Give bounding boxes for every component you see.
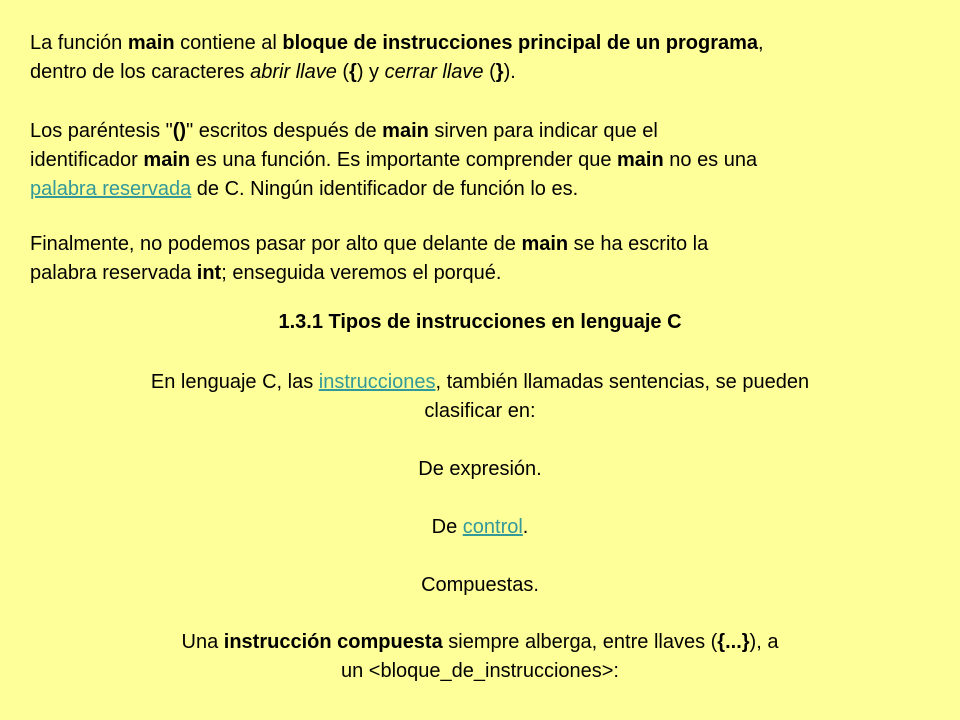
text: ( [483,61,496,83]
text: " escritos después de [186,120,383,142]
text: . [522,516,529,538]
text: es una función. Es importante comprender que [190,149,618,171]
keyword-main: main [143,149,191,171]
keyword-int: int [196,262,222,284]
italic-text: abrir llave [250,61,337,83]
text: La función [30,32,128,54]
text: sirven para indicar que el [428,120,658,142]
text: no es una [663,149,758,171]
text: clasificar en: [424,400,536,422]
list-item [0,513,960,542]
text: Finalmente, no podemos pasar por alto que delante de [30,233,522,255]
text: dentro de los caracteres [30,61,251,83]
link-control[interactable]: control [462,516,523,538]
text: Los paréntesis " [30,120,173,142]
close-brace: } [495,61,504,83]
link-instrucciones[interactable]: instrucciones [318,371,436,393]
open-brace: { [349,61,357,83]
text: ; enseguida veremos el porqué. [221,262,502,284]
keyword-main: main [382,120,429,142]
paragraph-parentheses [30,117,930,204]
paragraph-int [30,230,930,288]
bold-text: bloque de instrucciones principal de un programa [282,32,759,54]
text: ), a [749,631,779,653]
paragraph-main-function [30,29,930,87]
list-item: De expresión. [418,458,542,480]
text: se ha escrito la [568,233,709,255]
text: de C. Ningún identificador de función lo es. [191,178,579,200]
text: contiene al [174,32,283,54]
keyword-main: main [617,149,664,171]
bold-text: instrucción compuesta [223,631,443,653]
keyword-main: main [127,32,175,54]
text: un <bloque_de_instrucciones>: [341,660,619,682]
keyword-main: main [521,233,569,255]
list-item: Compuestas. [421,574,539,596]
paragraph-compound [0,628,960,686]
paragraph-instruction-types [0,368,960,426]
bold-text: () [172,120,187,142]
text: Una [181,631,224,653]
text: ). [503,61,516,83]
bold-text: {...} [717,631,750,653]
text: , [758,32,764,54]
link-palabra-reservada[interactable]: palabra reservada [30,178,192,200]
section-heading: 1.3.1 Tipos de instrucciones en lenguaje C [278,311,682,333]
text: , también llamadas sentencias, se pueden [435,371,810,393]
text: De [431,516,463,538]
text: palabra reservada [30,262,197,284]
text: siempre alberga, entre llaves ( [442,631,718,653]
text: ) y [356,61,385,83]
text: identificador [30,149,144,171]
text: ( [336,61,350,83]
text: En lenguaje C, las [150,371,319,393]
italic-text: cerrar llave [384,61,484,83]
